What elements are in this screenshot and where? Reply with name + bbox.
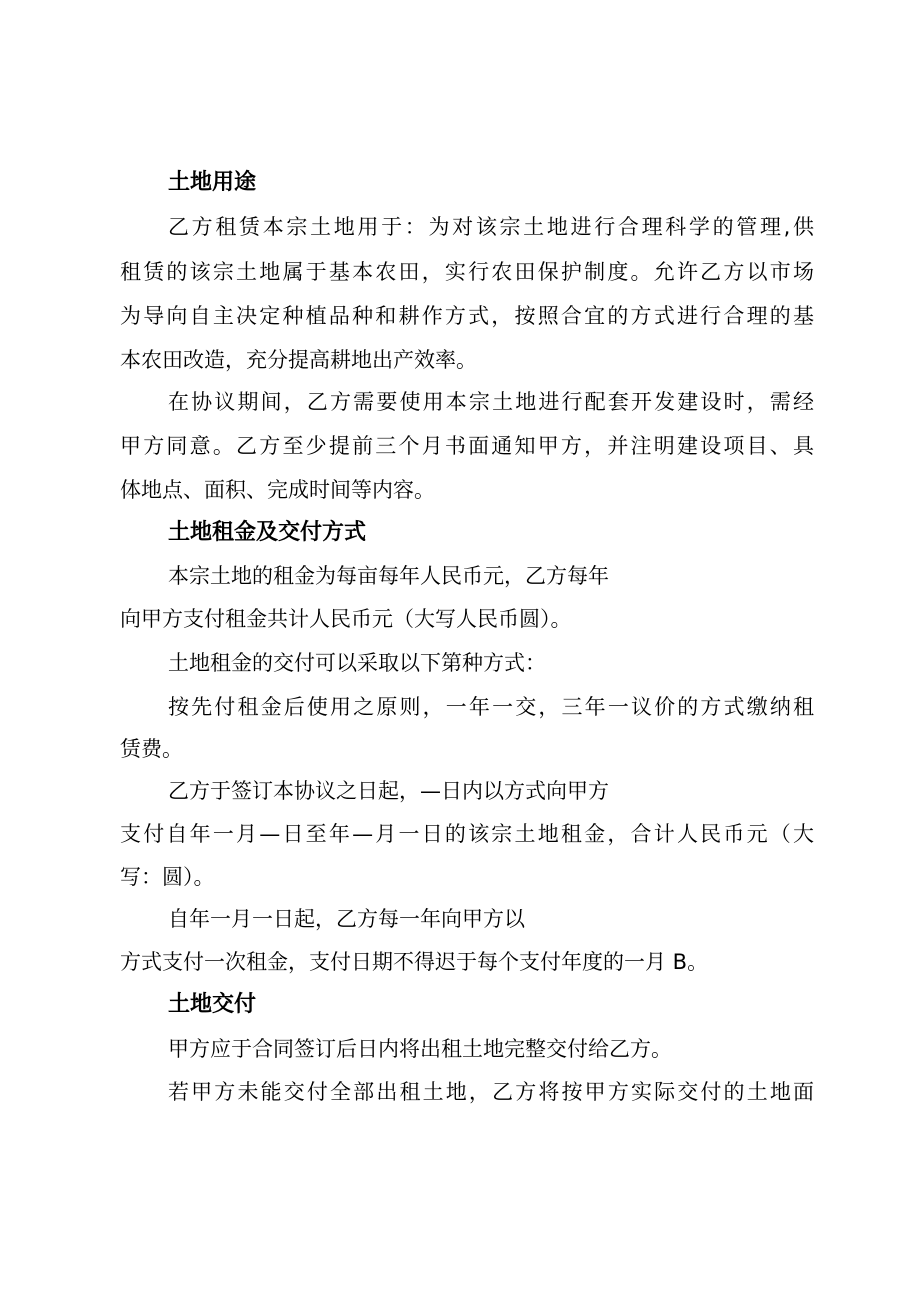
paragraph-line: 按先付租金后使用之原则，一年一交，三年一议价的方式缴纳租 <box>168 695 814 719</box>
paragraph-line: 乙方于签订本协议之日起，—日内以方式向甲方 <box>168 779 609 803</box>
paragraph-line: 在协议期间，乙方需要使用本宗土地进行配套开发建设时，需经 <box>168 390 814 414</box>
paragraph-line: 写：圆）。 <box>120 865 215 889</box>
paragraph-line: 向甲方支付租金共计人民币元（大写人民币圆）。 <box>120 607 572 631</box>
paragraph-line: 租赁的该宗土地属于基本农田，实行农田保护制度。允许乙方以市场 <box>120 260 814 284</box>
paragraph-line: 土地租金的交付可以采取以下第种方式： <box>168 651 546 675</box>
paragraph-line: 甲方同意。乙方至少提前三个月书面通知甲方，并注明建设项目、具 <box>120 434 814 458</box>
paragraph-line: 本宗土地的租金为每亩每年人民币元，乙方每年 <box>168 564 609 588</box>
section-heading-land-delivery: 土地交付 <box>168 991 257 1016</box>
section-heading-land-use: 土地用途 <box>168 169 257 194</box>
paragraph-line: 本农田改造，充分提高耕地出产效率。 <box>120 348 477 372</box>
paragraph-line: 若甲方未能交付全部出租土地，乙方将按甲方实际交付的土地面 <box>168 1080 814 1104</box>
paragraph-line: 乙方租赁本宗土地用于：为对该宗土地进行合理科学的管理,供 <box>168 215 814 239</box>
paragraph-line: 甲方应于合同签订后日内将出租土地完整交付给乙方。 <box>168 1037 672 1061</box>
paragraph-line: 赁费。 <box>120 737 183 761</box>
section-heading-rent-payment: 土地租金及交付方式 <box>168 519 367 544</box>
paragraph-line: 自年一月一日起，乙方每一年向甲方以 <box>168 907 525 931</box>
paragraph-line: 体地点、面积、完成时间等内容。 <box>120 478 435 502</box>
paragraph-line: 为导向自主决定种植品种和耕作方式，按照合宜的方式进行合理的基 <box>120 304 814 328</box>
paragraph-line: 支付自年一月—日至年—月一日的该宗土地租金，合计人民币元（大 <box>120 822 814 846</box>
paragraph-line: 方式支付一次租金，支付日期不得迟于每个支付年度的一月 B。 <box>120 950 709 974</box>
